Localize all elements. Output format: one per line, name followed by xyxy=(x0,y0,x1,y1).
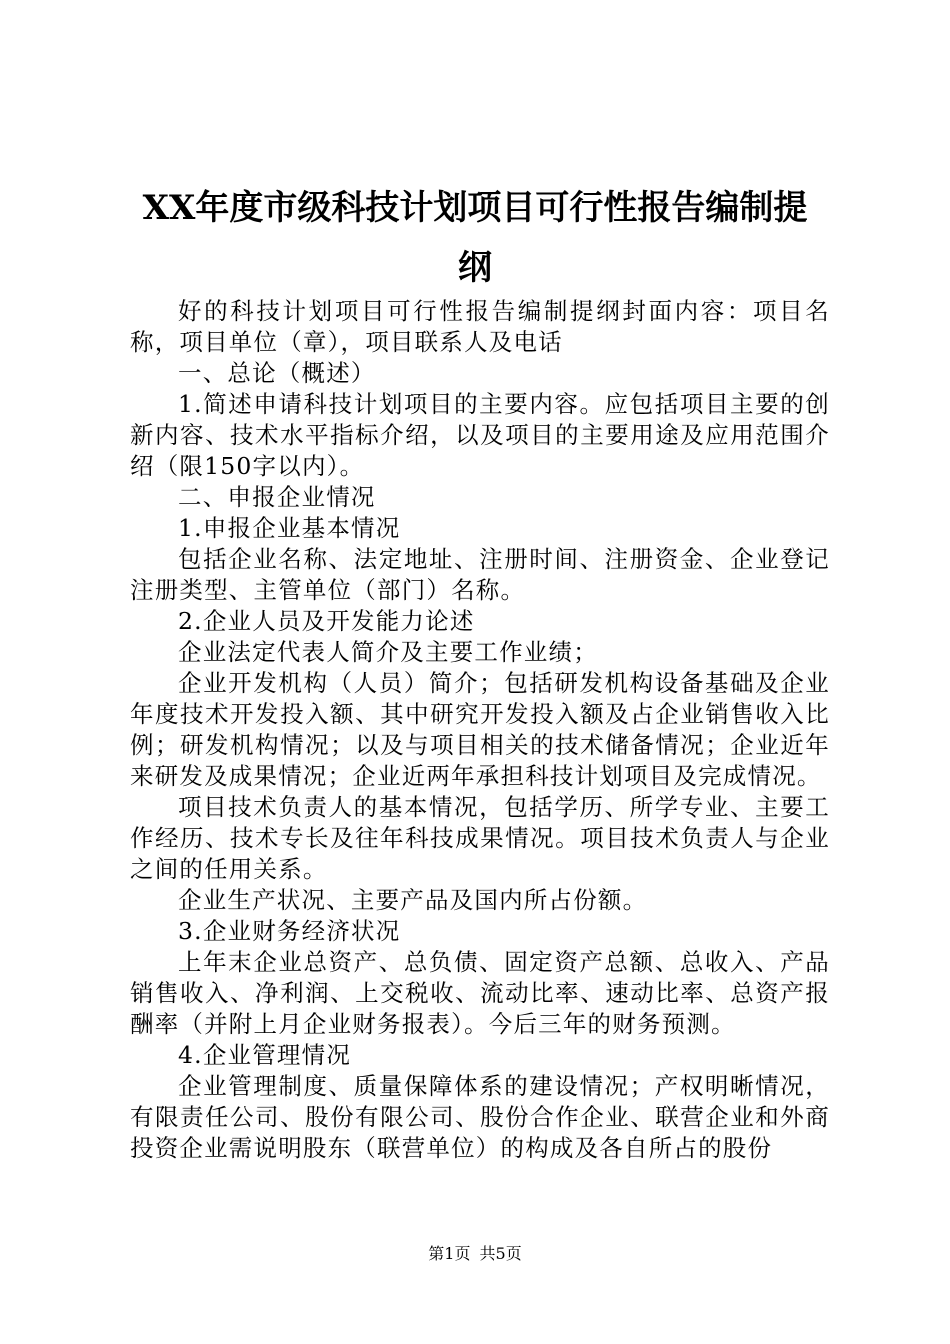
document-title-line-1: XX年度市级科技计划项目可行性报告编制提 xyxy=(142,188,808,228)
paragraph-project-summary: 1.简述申请科技计划项目的主要内容。应包括项目主要的创新内容、技术水平指标介绍，以及项目的主要用途及应用范围介绍（限150字以内）。 xyxy=(130,390,830,480)
document-title-line-2: 纲 xyxy=(458,248,492,288)
page-total: 共5页 xyxy=(479,1244,522,1263)
page-number: 第1页 xyxy=(428,1244,471,1263)
paragraph-cover-content: 好的科技计划项目可行性报告编制提纲封面内容：项目名称，项目单位（章），项目联系人及电话 xyxy=(130,297,830,356)
subheading-management: 4.企业管理情况 xyxy=(178,1041,352,1069)
paragraph-production-status: 企业生产状况、主要产品及国内所占份额。 xyxy=(178,886,648,914)
heading-general: 一、总论（概述） xyxy=(178,359,376,387)
subheading-staff-capability: 2.企业人员及开发能力论述 xyxy=(178,607,475,635)
paragraph-company-basics: 包括企业名称、法定地址、注册时间、注册资金、企业登记注册类型、主管单位（部门）名称。 xyxy=(130,545,830,604)
paragraph-finance: 上年末企业总资产、总负债、固定资产总额、总收入、产品销售收入、净利润、上交税收、流动比率、速动比率、总资产报酬率（并附上月企业财务报表）。今后三年的财务预测。 xyxy=(130,948,830,1038)
paragraph-technical-lead: 项目技术负责人的基本情况，包括学历、所学专业、主要工作经历、技术专长及往年科技成果情况。项目技术负责人与企业之间的任用关系。 xyxy=(130,793,830,883)
subheading-finance: 3.企业财务经济状况 xyxy=(178,917,401,945)
heading-company-situation: 二、申报企业情况 xyxy=(178,483,376,511)
paragraph-management: 企业管理制度、质量保障体系的建设情况；产权明晰情况，有限责任公司、股份有限公司、股份合作企业、联营企业和外商投资企业需说明股东（联营单位）的构成及各自所占的股份 xyxy=(130,1072,830,1162)
paragraph-legal-representative: 企业法定代表人简介及主要工作业绩； xyxy=(178,638,598,666)
paragraph-rd-organization: 企业开发机构（人员）简介；包括研发机构设备基础及企业年度技术开发投入额、其中研究开发投入额及占企业销售收入比例；研发机构情况；以及与项目相关的技术储备情况；企业近年来研发及成果情况；企业近两年承担科技计划项目及完成情况。 xyxy=(130,669,830,790)
document-body xyxy=(130,296,830,1164)
subheading-company-basics: 1.申报企业基本情况 xyxy=(178,514,401,542)
page-footer xyxy=(0,1244,950,1264)
